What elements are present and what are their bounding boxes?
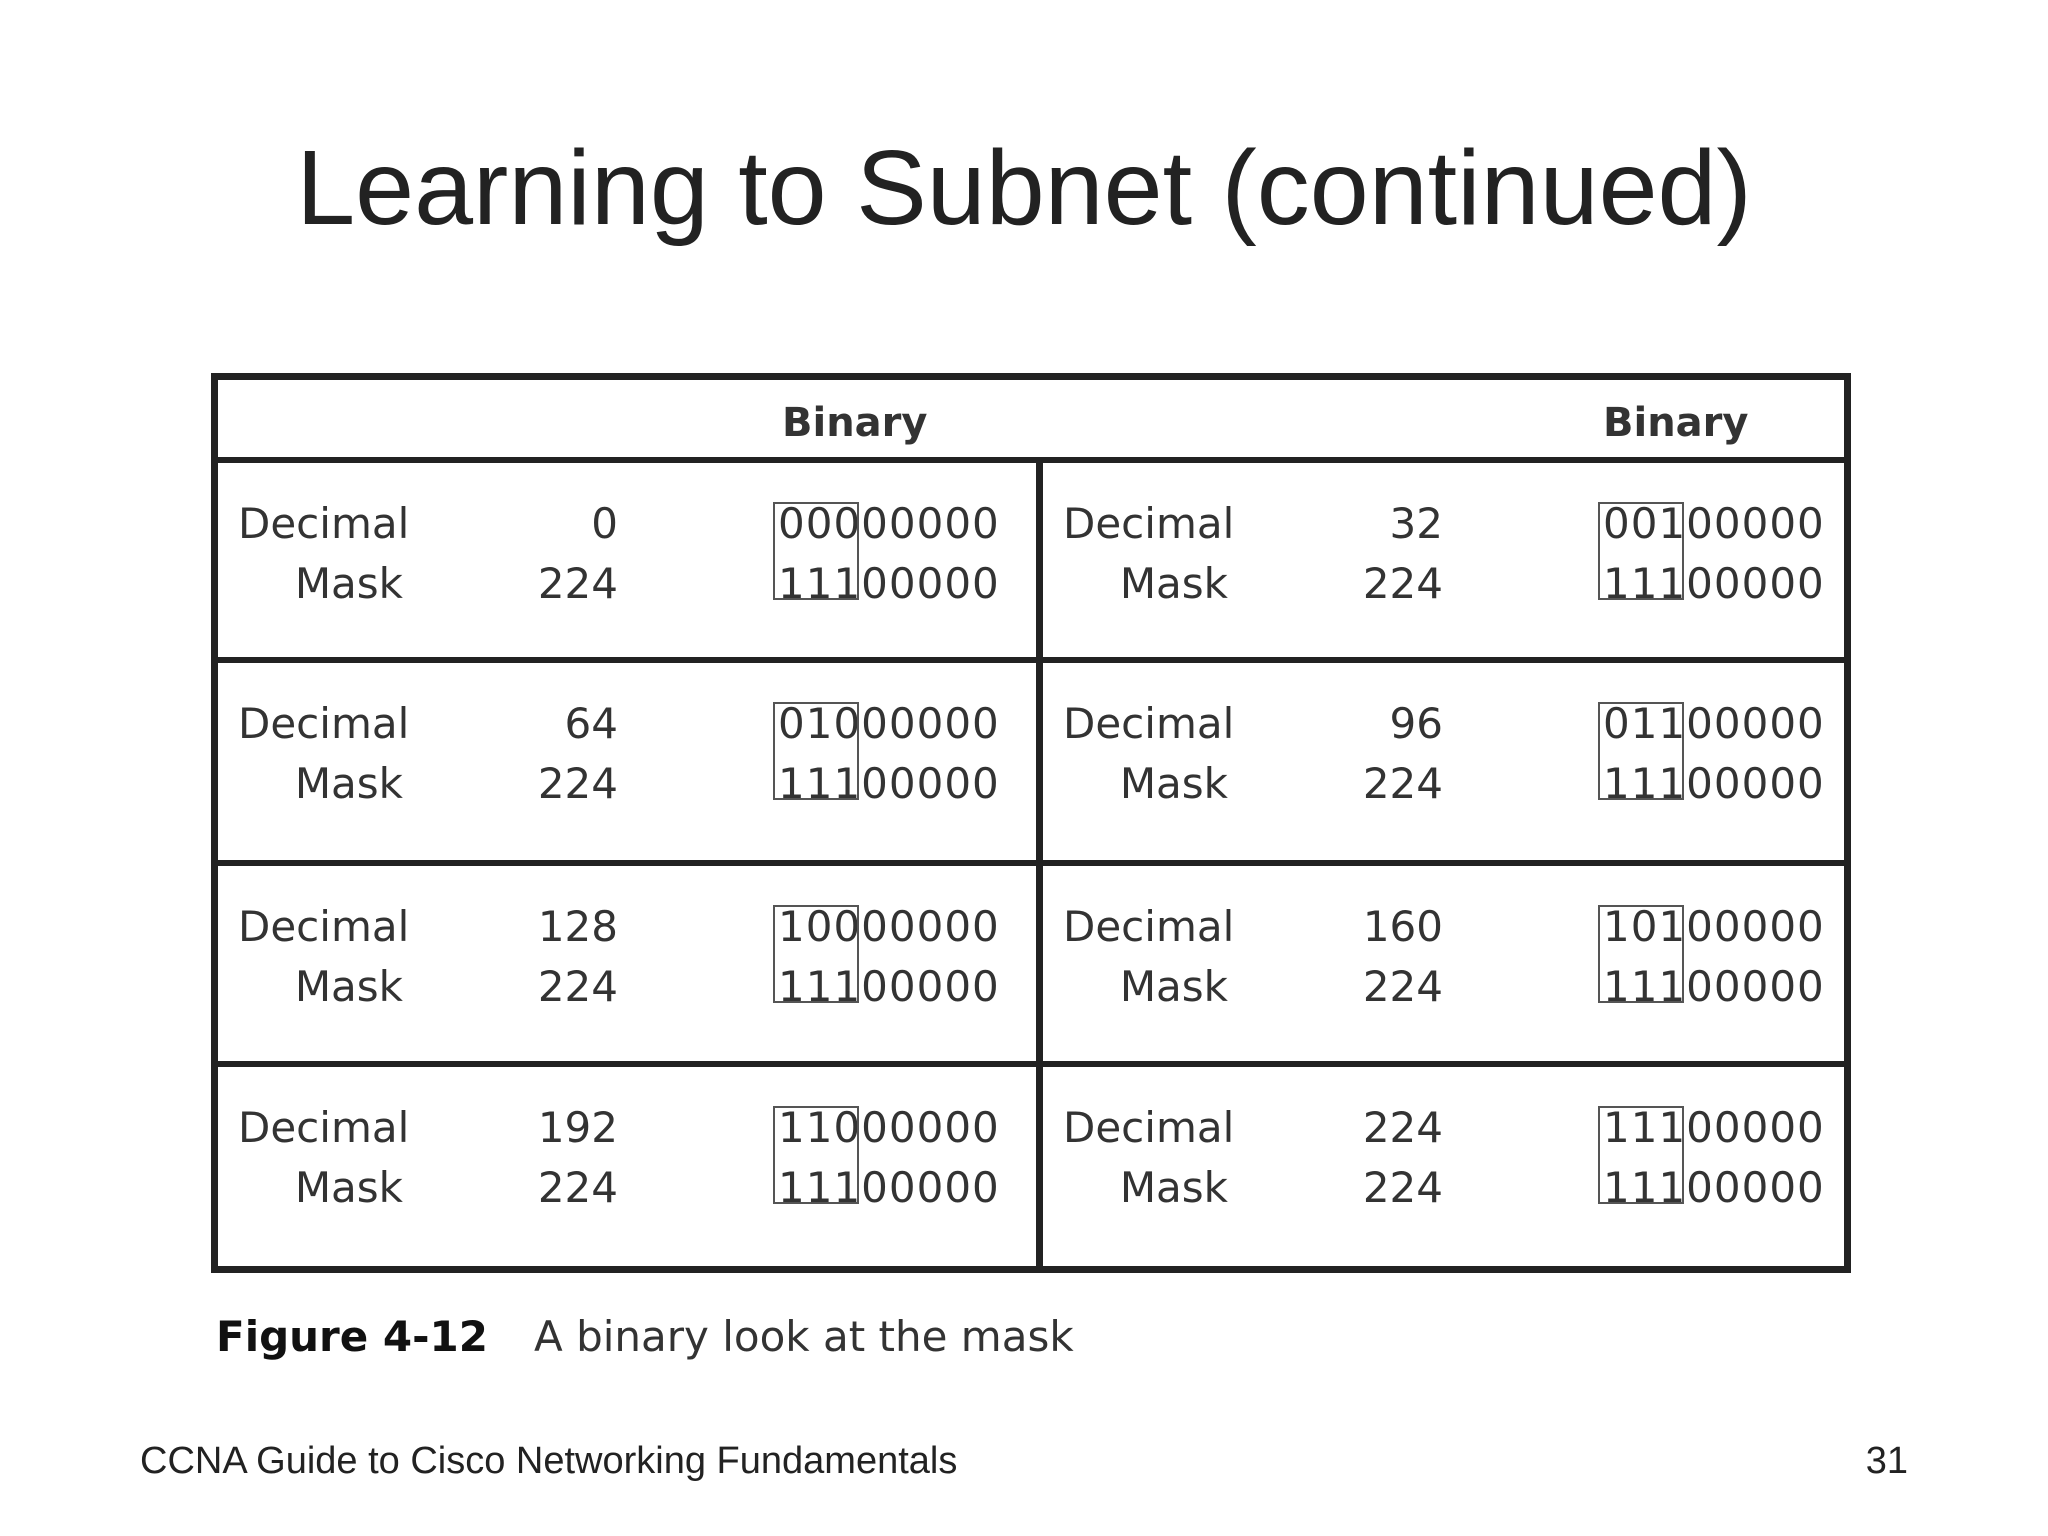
network-bits-box xyxy=(773,502,859,600)
decimal-binary-host-bits: 00000 xyxy=(1686,499,1825,548)
decimal-binary-host-bits: 00000 xyxy=(861,1103,1000,1152)
decimal-binary-network-bits: 010 xyxy=(778,699,862,748)
mask-value: 224 xyxy=(1362,759,1443,808)
decimal-value: 32 xyxy=(1389,499,1443,548)
subnet-cell xyxy=(1036,663,1844,866)
mask-label: Mask xyxy=(1119,962,1228,1011)
mask-binary-network-bits: 111 xyxy=(1603,559,1687,608)
decimal-line xyxy=(1043,499,1844,555)
mask-line xyxy=(218,759,1036,815)
decimal-line xyxy=(1043,699,1844,755)
network-bits-box xyxy=(773,1106,859,1204)
mask-binary-host-bits: 00000 xyxy=(861,759,1000,808)
decimal-label: Decimal xyxy=(1063,699,1235,748)
mask-line xyxy=(1043,559,1844,615)
decimal-value: 0 xyxy=(591,499,618,548)
decimal-binary-network-bits: 101 xyxy=(1603,902,1687,951)
mask-value: 224 xyxy=(537,962,618,1011)
decimal-binary-network-bits: 000 xyxy=(778,499,862,548)
decimal-value: 128 xyxy=(537,902,618,951)
figure-header-row xyxy=(218,380,1844,463)
mask-binary-network-bits: 111 xyxy=(778,559,862,608)
mask-value: 224 xyxy=(537,759,618,808)
decimal-binary-host-bits: 00000 xyxy=(1686,902,1825,951)
decimal-value: 192 xyxy=(537,1103,618,1152)
decimal-line xyxy=(218,1103,1036,1159)
mask-value: 224 xyxy=(1362,559,1443,608)
decimal-binary-network-bits: 100 xyxy=(778,902,862,951)
mask-label: Mask xyxy=(294,1163,403,1212)
mask-label: Mask xyxy=(294,759,403,808)
decimal-line xyxy=(218,499,1036,555)
mask-binary-network-bits: 111 xyxy=(778,759,862,808)
decimal-label: Decimal xyxy=(238,699,410,748)
decimal-binary-network-bits: 110 xyxy=(778,1103,862,1152)
decimal-line xyxy=(1043,1103,1844,1159)
subnet-cell xyxy=(218,663,1036,866)
mask-label: Mask xyxy=(1119,759,1228,808)
mask-binary-host-bits: 00000 xyxy=(1686,759,1825,808)
binary-header-right: Binary xyxy=(1603,400,1749,446)
mask-binary-network-bits: 111 xyxy=(778,1163,862,1212)
decimal-value: 160 xyxy=(1362,902,1443,951)
mask-line xyxy=(1043,962,1844,1018)
decimal-binary-host-bits: 00000 xyxy=(861,902,1000,951)
network-bits-box xyxy=(773,702,859,800)
decimal-binary-host-bits: 00000 xyxy=(1686,1103,1825,1152)
decimal-binary-network-bits: 111 xyxy=(1603,1103,1687,1152)
figure-caption xyxy=(216,1312,1074,1361)
mask-binary-host-bits: 00000 xyxy=(861,962,1000,1011)
decimal-label: Decimal xyxy=(238,902,410,951)
mask-binary-network-bits: 111 xyxy=(1603,1163,1687,1212)
mask-label: Mask xyxy=(294,559,403,608)
mask-binary-host-bits: 00000 xyxy=(1686,559,1825,608)
decimal-label: Decimal xyxy=(1063,1103,1235,1152)
decimal-binary-host-bits: 00000 xyxy=(1686,699,1825,748)
mask-binary-host-bits: 00000 xyxy=(1686,962,1825,1011)
mask-value: 224 xyxy=(1362,1163,1443,1212)
decimal-value: 224 xyxy=(1362,1103,1443,1152)
decimal-line xyxy=(218,902,1036,958)
subnet-cell xyxy=(218,866,1036,1067)
mask-binary-network-bits: 111 xyxy=(778,962,862,1011)
decimal-value: 64 xyxy=(564,699,618,748)
mask-binary-host-bits: 00000 xyxy=(861,1163,1000,1212)
decimal-value: 96 xyxy=(1389,699,1443,748)
decimal-line xyxy=(1043,902,1844,958)
decimal-label: Decimal xyxy=(1063,902,1235,951)
mask-binary-network-bits: 111 xyxy=(1603,759,1687,808)
network-bits-box xyxy=(1598,905,1684,1003)
network-bits-box xyxy=(1598,1106,1684,1204)
subnet-cell xyxy=(218,463,1036,663)
mask-value: 224 xyxy=(1362,962,1443,1011)
binary-mask-figure xyxy=(211,373,1851,1273)
subnet-cell xyxy=(1036,1067,1844,1266)
figure-caption-number: Figure 4-12 xyxy=(216,1312,488,1361)
mask-label: Mask xyxy=(1119,1163,1228,1212)
mask-binary-host-bits: 00000 xyxy=(1686,1163,1825,1212)
mask-value: 224 xyxy=(537,1163,618,1212)
mask-line xyxy=(1043,759,1844,815)
slide-footer: CCNA Guide to Cisco Networking Fundamentals xyxy=(140,1440,958,1482)
mask-value: 224 xyxy=(537,559,618,608)
mask-binary-host-bits: 00000 xyxy=(861,559,1000,608)
mask-binary-network-bits: 111 xyxy=(1603,962,1687,1011)
decimal-binary-network-bits: 001 xyxy=(1603,499,1687,548)
decimal-binary-host-bits: 00000 xyxy=(861,499,1000,548)
subnet-cell xyxy=(1036,866,1844,1067)
decimal-label: Decimal xyxy=(1063,499,1235,548)
decimal-label: Decimal xyxy=(238,1103,410,1152)
mask-label: Mask xyxy=(1119,559,1228,608)
mask-line xyxy=(218,559,1036,615)
figure-caption-text: A binary look at the mask xyxy=(533,1312,1074,1361)
decimal-binary-host-bits: 00000 xyxy=(861,699,1000,748)
network-bits-box xyxy=(773,905,859,1003)
network-bits-box xyxy=(1598,502,1684,600)
mask-label: Mask xyxy=(294,962,403,1011)
mask-line xyxy=(218,1163,1036,1219)
subnet-cell xyxy=(218,1067,1036,1266)
decimal-label: Decimal xyxy=(238,499,410,548)
mask-line xyxy=(1043,1163,1844,1219)
decimal-binary-network-bits: 011 xyxy=(1603,699,1687,748)
decimal-line xyxy=(218,699,1036,755)
slide-title: Learning to Subnet (continued) xyxy=(296,129,1752,247)
binary-header-left: Binary xyxy=(782,400,928,446)
slide-page-number: 31 xyxy=(1865,1440,1908,1482)
mask-line xyxy=(218,962,1036,1018)
subnet-cell xyxy=(1036,463,1844,663)
network-bits-box xyxy=(1598,702,1684,800)
